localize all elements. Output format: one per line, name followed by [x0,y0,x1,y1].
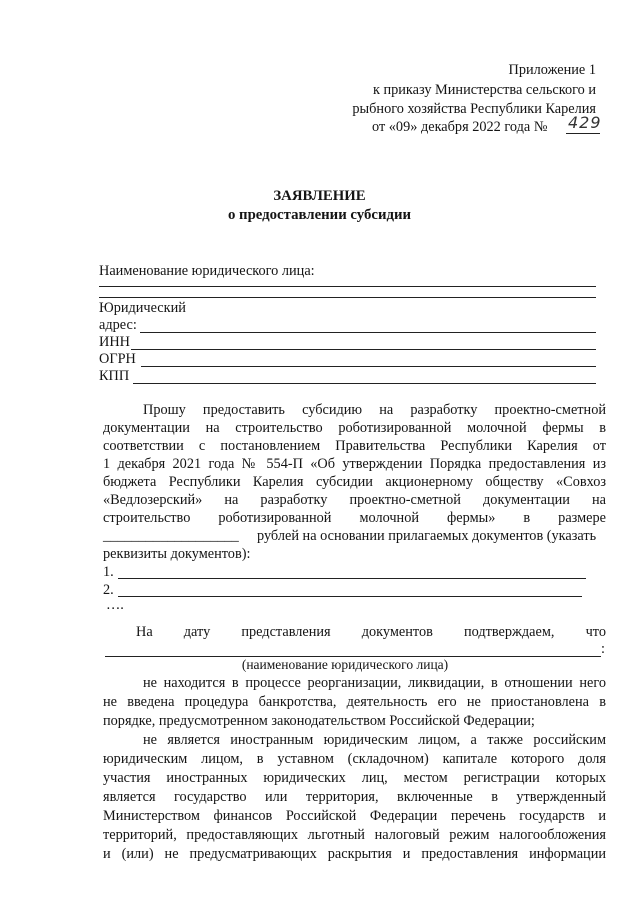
address-label-2: адрес: [99,317,137,333]
request-line: Прошу предоставить субсидию на разработку проектно-сметной [143,402,606,418]
kpp-field[interactable] [133,383,596,384]
amount-rest: рублей на основании прилагаемых документов (указать [257,528,597,544]
document-list-ellipsis: …. [106,597,124,613]
request-last-line: реквизиты документов): [103,546,251,562]
confirm-line: На дату представления документов подтверждаем, что [136,624,606,640]
condition-2-line: не является иностранным юридическим лицом, а также российским [143,732,606,748]
condition-1-line: не находится в процессе реорганизации, ликвидации, в отношении него [143,675,606,691]
condition-2-line: юридическим лицом, в уставном (складочном) капитале которого доля [103,751,606,767]
condition-2-line: участия иностранных юридических лиц, местом регистрации которых [103,770,606,786]
annex-line-2: к приказу Министерства сельского и [372,82,596,98]
document-item-2-label: 2. [103,582,114,598]
inn-label: ИНН [99,334,130,350]
request-line: документации на строительство роботизированной молочной фермы в [103,420,606,436]
annex-date: от «09» декабря 2022 года № [372,119,548,135]
legal-name-label: Наименование юридического лица: [99,263,315,279]
request-line: строительство роботизированной молочной фермы» в размере [103,510,606,526]
inn-field[interactable] [131,349,596,350]
condition-1-line: порядке, предусмотренном законодательством Российской Федерации; [103,713,535,729]
address-label-1: Юридический [99,300,186,316]
order-number: 429 [568,113,602,132]
legal-name-caption: (наименование юридического лица) [241,657,449,672]
condition-2-line: и (или) не предусматривающих раскрытия и предоставления информации [103,846,606,862]
kpp-label: КПП [99,368,130,384]
ogrn-field[interactable] [141,366,596,367]
condition-2-line: Министерством финансов Российской Федерации перечень государств и [103,808,606,824]
legal-name-line-1[interactable] [99,286,596,287]
request-line: «Ведлозерский» на разработку проектно-сметной документации на [103,492,606,508]
request-line: соответствии с постановлением Правительства Республики Карелия от [103,438,606,454]
confirm-colon: : [601,641,605,657]
annex-line-1: Приложение 1 [508,62,596,78]
document-item-1-field[interactable] [118,578,586,579]
request-line: 1 декабря 2021 года № 554-П «Об утверждении Порядка предоставления из [103,456,606,472]
document-title: ЗАЯВЛЕНИЕ [273,188,366,204]
ogrn-label: ОГРН [99,351,136,367]
annex-line-3: рыбного хозяйства Республики Карелия [352,101,596,117]
document-item-1-label: 1. [103,564,114,580]
condition-2-line: территорий, предоставляющих льготный налоговый режим налогообложения [103,827,606,843]
condition-2-line: является государство или территория, включенные в утвержденный [103,789,606,805]
request-line: бюджета Республики Карелия субсидии акционерному обществу «Совхоз [103,474,606,490]
address-field[interactable] [140,332,596,333]
legal-name-line-2[interactable] [99,297,596,298]
order-number-underline [566,133,600,134]
amount-blank[interactable]: ___________________ [103,528,239,544]
document-subtitle: о предоставлении субсидии [227,207,412,223]
condition-1-line: не введена процедура банкротства, деятельность его не приостановлена в [103,694,606,710]
document-item-2-field[interactable] [118,596,582,597]
